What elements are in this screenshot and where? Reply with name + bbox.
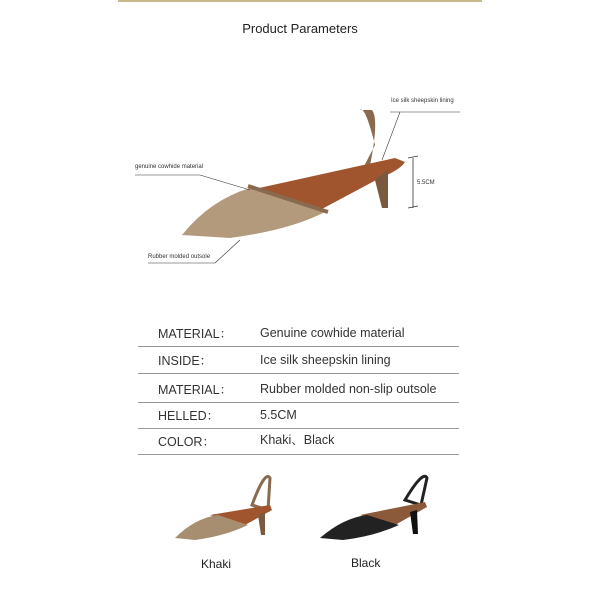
variant-label-black: Black bbox=[351, 556, 381, 570]
page-title: Product Parameters bbox=[242, 21, 358, 36]
param-value: Ice silk sheepskin lining bbox=[260, 353, 391, 367]
callout-outsole: Rubber molded outsole bbox=[148, 254, 211, 260]
param-row bbox=[138, 348, 459, 374]
black-shoe-image bbox=[315, 470, 445, 550]
variant-label-khaki: Khaki bbox=[201, 557, 232, 571]
param-value: Rubber molded non-slip outsole bbox=[260, 382, 437, 396]
param-value: Genuine cowhide material bbox=[260, 326, 405, 340]
param-value: Khaki、Black bbox=[260, 433, 335, 447]
param-key: COLOR： bbox=[158, 435, 215, 449]
param-key: HELLED： bbox=[158, 409, 220, 423]
param-value: 5.5CM bbox=[260, 408, 297, 422]
param-row bbox=[138, 377, 459, 403]
callout-heel-height: 5.5CM bbox=[417, 180, 435, 186]
param-key: MATERIAL： bbox=[158, 327, 233, 341]
top-divider bbox=[118, 0, 482, 2]
callout-lining: Ice silk sheepskin lining bbox=[391, 98, 454, 104]
param-row bbox=[138, 429, 459, 455]
shoe-illustration bbox=[182, 109, 405, 238]
param-row bbox=[138, 321, 459, 347]
param-key: MATERIAL： bbox=[158, 383, 233, 397]
param-row bbox=[138, 403, 459, 429]
param-key: INSIDE： bbox=[158, 354, 213, 368]
khaki-shoe-image bbox=[170, 470, 280, 550]
callout-upper: genuine cowhide material bbox=[135, 164, 204, 170]
